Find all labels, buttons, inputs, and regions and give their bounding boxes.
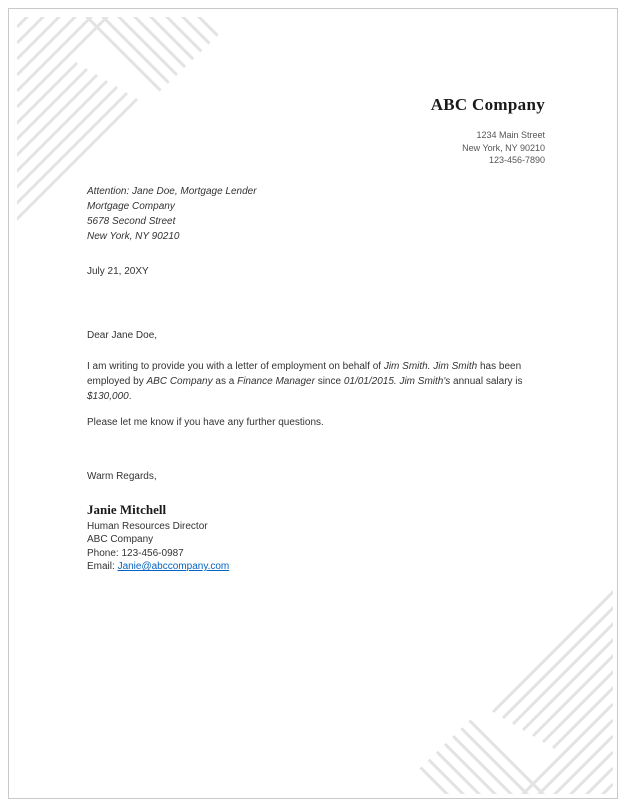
company-header <box>431 95 545 167</box>
employment-paragraph <box>87 359 537 404</box>
body-text: has been employed by <box>87 361 522 387</box>
recipient-company: Mortgage Company <box>87 201 175 212</box>
salutation: Dear Jane Doe, <box>87 330 158 341</box>
signer-phone: Phone: 123-456-0987 <box>87 547 184 559</box>
signer-email-line <box>87 560 229 574</box>
salary: $130,000 <box>87 391 129 402</box>
body-text: I am writing to provide you with a letter of employment on behalf of <box>87 361 384 372</box>
signature-block <box>87 503 229 574</box>
body-text: since <box>314 376 344 387</box>
company-address <box>431 129 545 167</box>
body-text: . <box>128 391 132 402</box>
employee-possessive: Jim Smith's <box>399 376 451 387</box>
employee-name: Jim Smith <box>433 361 478 372</box>
company-phone: 123-456-7890 <box>488 155 545 165</box>
signer-name: Janie Mitchell <box>87 502 167 517</box>
recipient-address <box>87 184 257 244</box>
body-text: . <box>427 361 434 372</box>
letter-date: July 21, 20XY <box>87 266 149 277</box>
signer-title: Human Resources Director <box>87 520 208 532</box>
company-city: New York, NY 90210 <box>462 142 545 153</box>
email-label: Email: <box>87 561 118 572</box>
stripe-decoration-bottom-right <box>393 582 613 794</box>
company-street: 1234 Main Street <box>476 130 545 140</box>
email-link[interactable]: Janie@abccompany.com <box>117 561 230 572</box>
company-name: ABC Company <box>430 95 545 114</box>
recipient-city: New York, NY 90210 <box>87 231 180 242</box>
questions-paragraph: Please let me know if you have any further questions. <box>87 417 324 428</box>
start-date: 01/01/2015 <box>343 376 394 387</box>
employee-name: Jim Smith <box>383 361 428 372</box>
body-text: as a <box>212 376 238 387</box>
closing-phrase: Warm Regards, <box>87 471 157 482</box>
job-position: Finance Manager <box>237 376 315 387</box>
letter-page <box>8 8 618 799</box>
employer-name: ABC Company <box>146 376 213 387</box>
signer-company: ABC Company <box>87 534 154 545</box>
recipient-street: 5678 Second Street <box>87 216 176 227</box>
body-text: annual salary is <box>450 376 523 387</box>
letter-body <box>87 328 537 430</box>
recipient-attention: Attention: Jane Doe, Mortgage Lender <box>87 186 257 197</box>
body-text: . <box>393 376 400 387</box>
